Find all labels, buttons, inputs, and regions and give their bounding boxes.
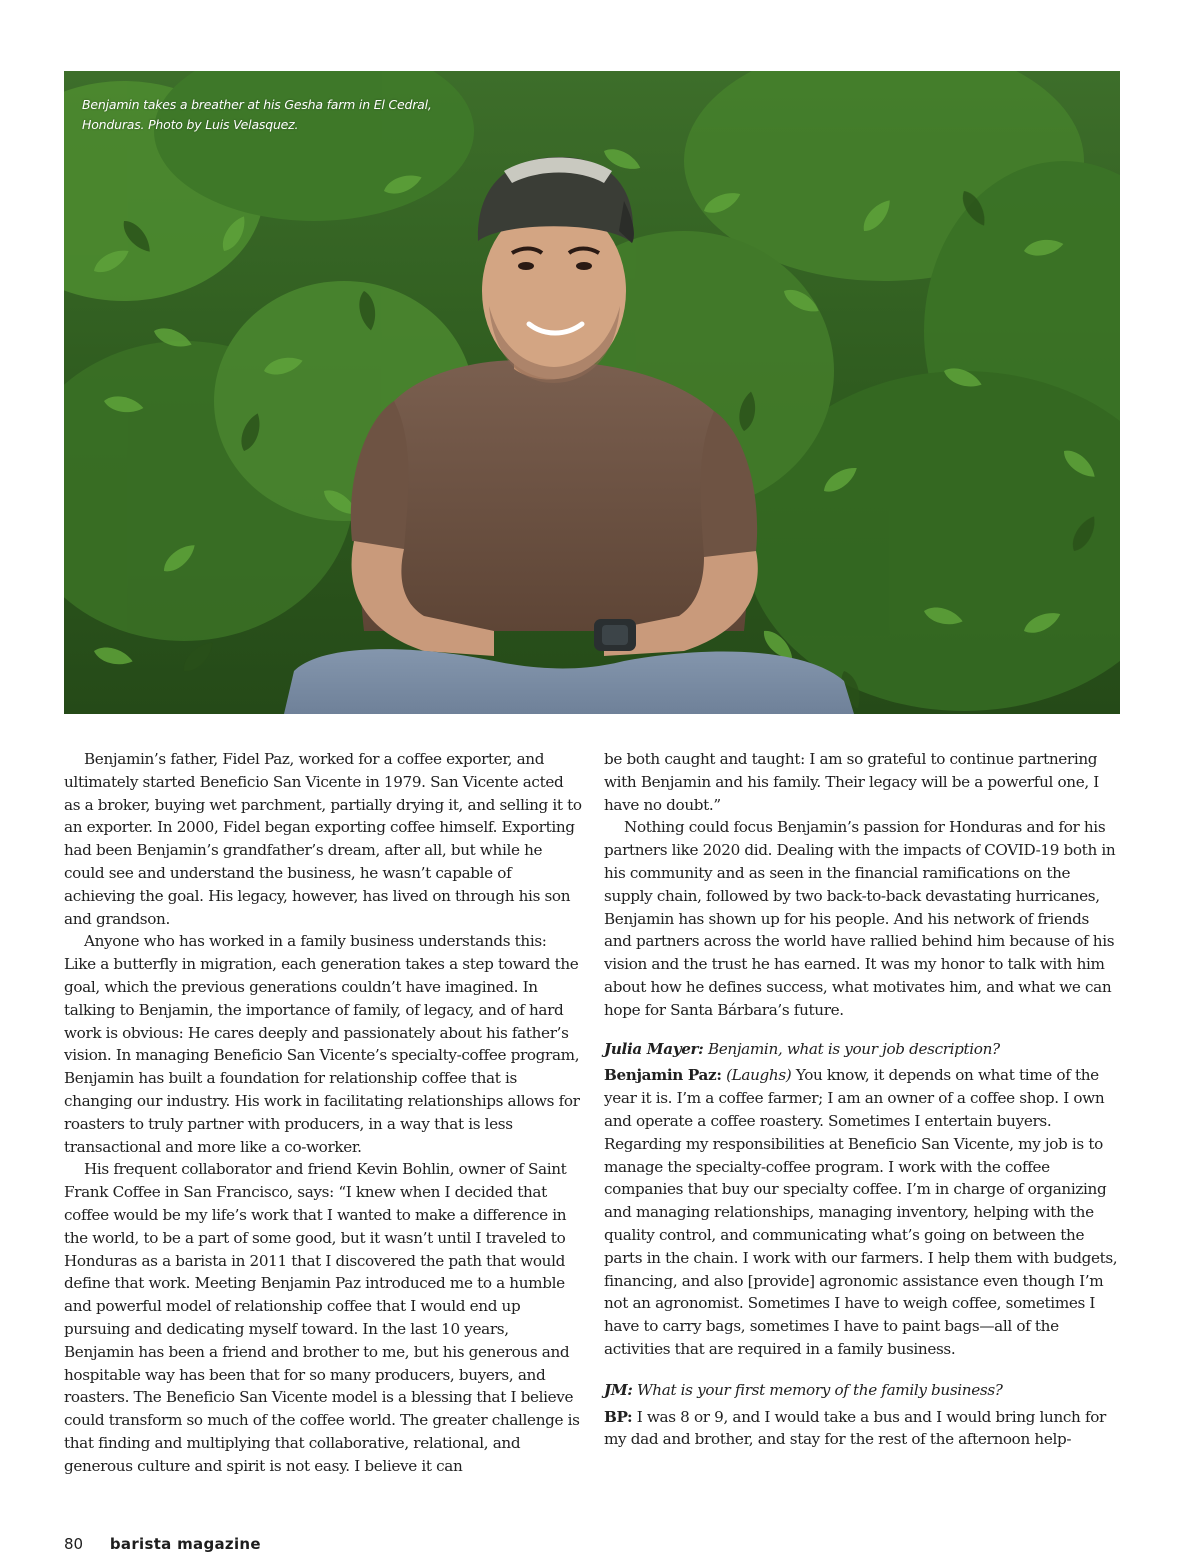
question-speaker: JM: — [604, 1380, 633, 1399]
interview-question — [604, 1379, 1120, 1402]
article-column-right — [604, 748, 1120, 1451]
question-text: What is your first memory of the family business? — [637, 1380, 1003, 1399]
article-column-left — [64, 748, 582, 1478]
paragraph: be both caught and taught: I am so grateful to continue partnering with Benjamin and his family. Their legacy will be a powerful one, I have no doubt.” — [604, 750, 1099, 814]
interview-question — [604, 1038, 1120, 1061]
page-number: 80 — [64, 1535, 84, 1553]
paragraph: Anyone who has worked in a family business understands this: Like a butterfly in migration, each generation takes a step toward the goal, which the previous generations couldn’t have imagined. In talking to Benjamin, the importance of family, of legacy, and of hard work is obvious: He cares deeply and passionately about his father’s vision. In managing Beneficio San Vicente’s specialty-coffee program, Benjamin has built a foundation for relationship coffee that is changing our industry. His work in facilitating relationships allows for roasters to truly partner with producers, in a way that is less transactional and more like a co-worker. — [64, 932, 580, 1156]
photo-caption: Benjamin takes a breather at his Gesha farm in El Cedral, Honduras. Photo by Luis Velasquez. — [82, 97, 432, 132]
page-footer — [64, 1535, 261, 1553]
answer-speaker: Benjamin Paz: — [604, 1066, 722, 1085]
feature-photo — [64, 71, 1120, 714]
answer-text: You know, it depends on what time of the year it is. I’m a coffee farmer; I am an owner of a coffee shop. I own and operate a coffee roastery. Sometimes I entertain buyers. Regarding my responsibilities at Beneficio San Vicente, my job is to manage the specialty-coffee program. I work with the coffee companies that buy our specialty coffee. I’m in charge of organizing and managing relationships, managing inventory, helping with the quality control, and communicating what’s going on between the parts in the chain. I work with our farmers. I help them with budgets, financing, and also [provide] agronomic assistance even though I’m not an agronomist. Sometimes I have to weigh coffee, sometimes I have to carry bags, sometimes I have to paint bags—all of the activities that are required in a family business. — [604, 1066, 1118, 1358]
coffee-farm-portrait-image — [64, 71, 1120, 714]
interview-answer — [604, 1064, 1120, 1360]
answer-text: I was 8 or 9, and I would take a bus and I would bring lunch for my dad and brother, and stay for the rest of the afternoon help- — [604, 1407, 1106, 1449]
paragraph: Benjamin’s father, Fidel Paz, worked for a coffee exporter, and ultimately started Beneficio San Vicente in 1979. San Vicente acted as a broker, buying wet parchment, partially drying it, and selling it to an exporter. In 2000, Fidel began exporting coffee himself. Exporting had been Benjamin’s grandfather’s dream, after all, but while he could see and understand the business, he wasn’t capable of achieving the goal. His legacy, however, has lived on through his son and grandson. — [64, 750, 582, 928]
stage-direction: (Laughs) — [726, 1066, 792, 1085]
paragraph: His frequent collaborator and friend Kevin Bohlin, owner of Saint Frank Coffee in San Francisco, says: “I knew when I decided that coffee would be my life’s work that I wanted to make a difference in the world, to be a part of some good, but it wasn’t until I traveled to Honduras as a barista in 2011 that I discovered the path that would define that work. Meeting Benjamin Paz introduced me to a humble and powerful model of relationship coffee that I would end up pursuing and dedicating myself toward. In the last 10 years, Benjamin has been a friend and brother to me, but his generous and hospitable way has been that for so many producers, buyers, and roasters. The Beneficio San Vicente model is a blessing that I believe could transform so much of the coffee world. The greater challenge is that finding and multiplying that collaborative, relational, and generous culture and spirit is not easy. I believe it can — [64, 1160, 580, 1475]
question-speaker: Julia Mayer: — [604, 1039, 704, 1058]
answer-speaker: BP: — [604, 1407, 633, 1426]
interview-answer — [604, 1406, 1120, 1452]
question-text: Benjamin, what is your job description? — [707, 1039, 1000, 1058]
paragraph: Nothing could focus Benjamin’s passion for Honduras and for his partners like 2020 did. Dealing with the impacts of COVID-19 both in his community and as seen in the financial ramifications on the supply chain, followed by two back-to-back devastating hurricanes, Benjamin has shown up for his people. And his network of friends and partners across the world have rallied behind him because of his vision and the trust he has earned. It was my honor to talk with him about how he defines success, what motivates him, and what we can hope for Santa Bárbara’s future. — [604, 818, 1116, 1019]
magazine-name: barista magazine — [109, 1535, 261, 1553]
